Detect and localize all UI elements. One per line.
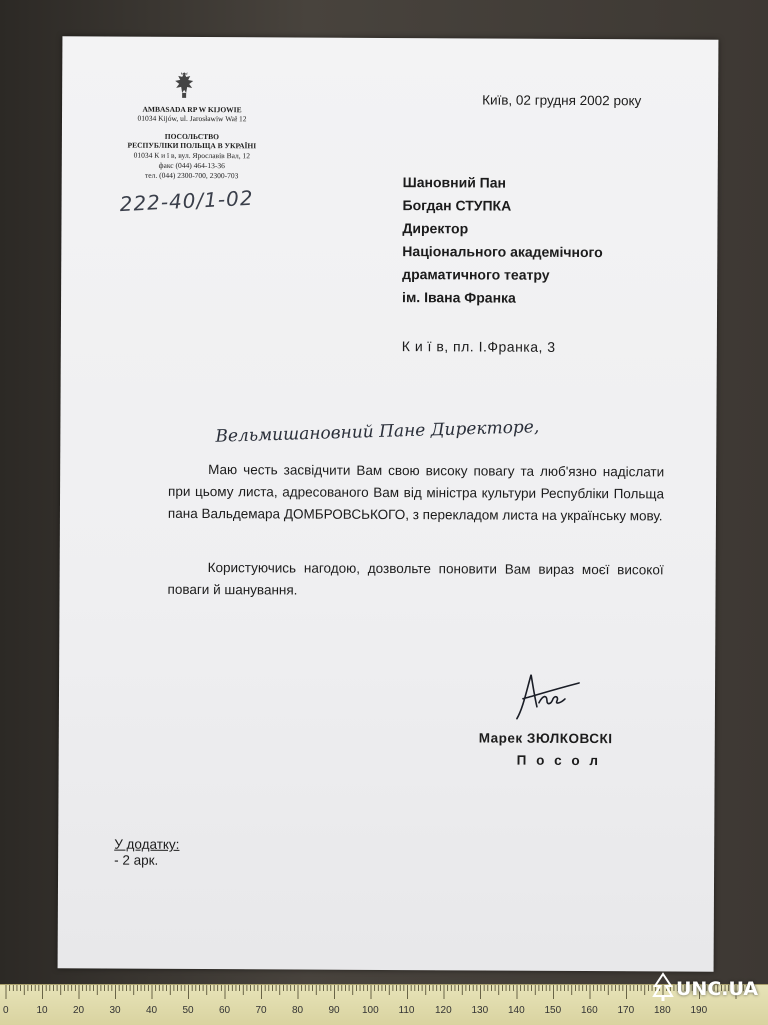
addressee-greeting: Шановний Пан <box>402 174 507 191</box>
ruler-number: 100 <box>362 1005 379 1016</box>
signature-handwritten <box>509 669 589 725</box>
header-address-polish: 01034 Kijów, ul. Jarosławiw Wał 12 <box>137 113 247 124</box>
enclosure-label: У додатку: <box>114 836 180 852</box>
addressee-org-line3: ім. Івана Франка <box>402 289 516 306</box>
header-embassy-polish: AMBASADA RP W KIJOWIE <box>142 104 242 115</box>
addressee-org-line2: драматичного театру <box>402 266 550 283</box>
watermark-text: UNC.UA <box>676 978 759 1000</box>
eagle-emblem-icon <box>172 71 196 101</box>
salutation-handwritten: Вельмишановний Пане Директоре, <box>215 417 540 447</box>
tree-logo-icon <box>652 972 674 1002</box>
ruler-number: 60 <box>219 1005 231 1016</box>
addressee-name: Богдан СТУПКА <box>402 197 512 214</box>
ruler-number: 70 <box>255 1005 267 1016</box>
signer-name: Марек ЗЮЛКОВСКІ <box>478 730 613 747</box>
header-address-ukrainian: 01034 К и ї в, вул. Ярославів Вал, 12 <box>133 150 251 161</box>
addressee-org-line1: Національного академічного <box>402 243 603 261</box>
ruler-number: 30 <box>109 1005 121 1016</box>
ruler-number: 170 <box>617 1005 635 1016</box>
ruler-number: 150 <box>544 1005 562 1016</box>
addressee-position: Директор <box>402 220 469 237</box>
body-paragraph-1: Маю честь засвідчити Вам свою високу повагу та люб'язно надіслати при цьому листа, адресованого Вам від міністра культури Республіки Польща пана Вальдемара ДОМБРОВСЬКОГО, з перекладом листа на українську мову. <box>167 462 665 524</box>
body-paragraph-2: Користуючись нагодою, дозвольте поновити Вам вираз моєї високої поваги й шанування. <box>167 560 664 598</box>
ruler-number: 40 <box>146 1005 158 1016</box>
header-fax: факс (044) 464-13-36 <box>158 160 225 171</box>
ruler-number: 110 <box>398 1005 415 1016</box>
ruler-number: 190 <box>690 1005 708 1016</box>
ruler-number: 180 <box>654 1005 671 1016</box>
ruler-number: 130 <box>471 1005 489 1016</box>
ruler-number: 160 <box>581 1005 598 1016</box>
watermark <box>650 968 760 1008</box>
header-embassy-ukrainian: ПОСОЛЬСТВО <box>164 131 220 142</box>
ruler-number: 80 <box>292 1005 304 1016</box>
ruler-number: 20 <box>73 1005 85 1016</box>
reference-number-handwritten: 222-40/1-02 <box>119 185 255 217</box>
letter-sheet <box>58 36 719 971</box>
header-phone: тел. (044) 2300-700, 2300-703 <box>144 170 239 181</box>
ruler-number: 10 <box>36 1005 48 1016</box>
ruler-number: 120 <box>435 1005 452 1016</box>
addressee-city: К и ї в, пл. І.Франка, 3 <box>401 338 556 355</box>
signer-title: П о с о л <box>516 752 601 769</box>
ruler-number: 50 <box>182 1005 194 1016</box>
ruler-number: 140 <box>508 1005 525 1016</box>
enclosure-item: - 2 арк. <box>114 852 159 868</box>
ruler-number: 90 <box>328 1005 340 1016</box>
header-republic-ukrainian: РЕСПУБЛІКИ ПОЛЬЩА В УКРАЇНІ <box>127 140 257 151</box>
ruler-number: 0 <box>3 1005 9 1016</box>
letter-date: Київ, 02 грудня 2002 року <box>482 92 642 109</box>
